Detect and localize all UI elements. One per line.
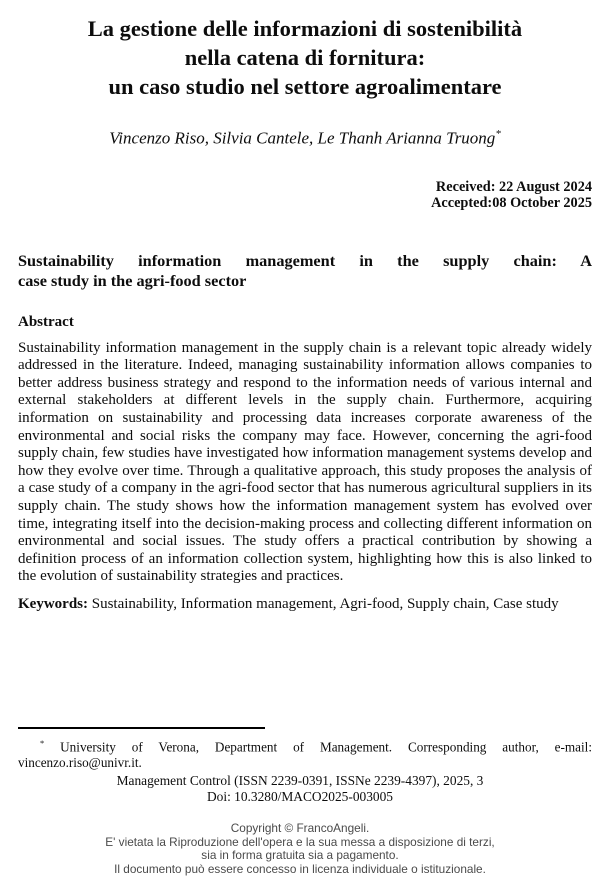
- copyright-line-4: Il documento può essere concesso in licenza individuale o istituzionale.: [114, 861, 486, 876]
- copyright-line-1: Copyright © FrancoAngeli.: [230, 821, 370, 835]
- copyright-block: [0, 822, 600, 876]
- footnote: [18, 736, 592, 771]
- journal-doi-line: Doi: 10.3280/MACO2025-003005: [207, 788, 393, 804]
- copyright-line-2: E' vietata la Riproduzione dell'opera e la sua messa a disposizione di terzi,: [105, 834, 495, 849]
- authors-line: [18, 124, 592, 149]
- english-title-line-2: case study in the agri-food sector: [18, 270, 247, 290]
- article-title-line-1: La gestione delle informazioni di sostenibilità: [87, 16, 523, 41]
- keywords-label: Keywords:: [18, 595, 88, 612]
- english-title-line-1: Sustainability information management in the supply chain: A: [18, 250, 592, 270]
- footnote-divider: [18, 727, 265, 729]
- received-date: Received: 22 August 2024: [435, 178, 592, 195]
- copyright-line-3: sia in forma gratuita sia a pagamento.: [201, 848, 399, 863]
- abstract-body: Sustainability information management in the supply chain is a relevant topic already widely addressed in the literature. Indeed, managing sustainability information allows companies to better address business strategy and respond to the information needs of various internal and external stakeholders at different levels in the supply chain. Furthermore, acquiring information on sustainability and processing data increases corporate awareness of the environmental and social risks the company may face. However, concerning the agri-food supply chain, few studies have investigated how information management systems develop and how they evolve over time. Through a qualitative approach, this study proposes the analysis of a case study of a company in the agri-food sector that has numerous agricultural suppliers in its supply chain. The study shows how the information management system has evolved over time, integrating itself into the decision-making process and collecting different information on environmental and social issues. The study offers a practical contribution by showing a definition process of an information collection system, highlighting how this is also linked to the evolution of sustainability strategies and practices.: [18, 339, 592, 585]
- authors-names: Vincenzo Riso, Silvia Cantele, Le Thanh Arianna Truong: [109, 128, 496, 148]
- authors-footnote-marker: *: [495, 128, 501, 140]
- article-title-line-3: un caso studio nel settore agroalimentare: [108, 74, 502, 99]
- dates-block: [18, 179, 592, 212]
- article-title-line-2: nella catena di fornitura:: [184, 45, 426, 70]
- journal-info: [0, 773, 600, 805]
- journal-issn-line: Management Control (ISSN 2239-0391, ISSNe 2239-4397), 2025, 3: [116, 773, 484, 788]
- article-title-italian: [18, 14, 592, 101]
- accepted-date: Accepted:08 October 2025: [431, 195, 592, 212]
- footnote-marker: *: [40, 738, 45, 748]
- footnote-text: University of Verona, Department of Management. Corresponding author, e-mail: vincenzo.riso@univr.it.: [18, 739, 593, 771]
- abstract-heading: Abstract: [18, 313, 74, 330]
- keywords-line: [18, 596, 592, 614]
- article-title-english: [18, 251, 592, 291]
- keywords-list: Sustainability, Information management, Agri-food, Supply chain, Case study: [91, 595, 559, 612]
